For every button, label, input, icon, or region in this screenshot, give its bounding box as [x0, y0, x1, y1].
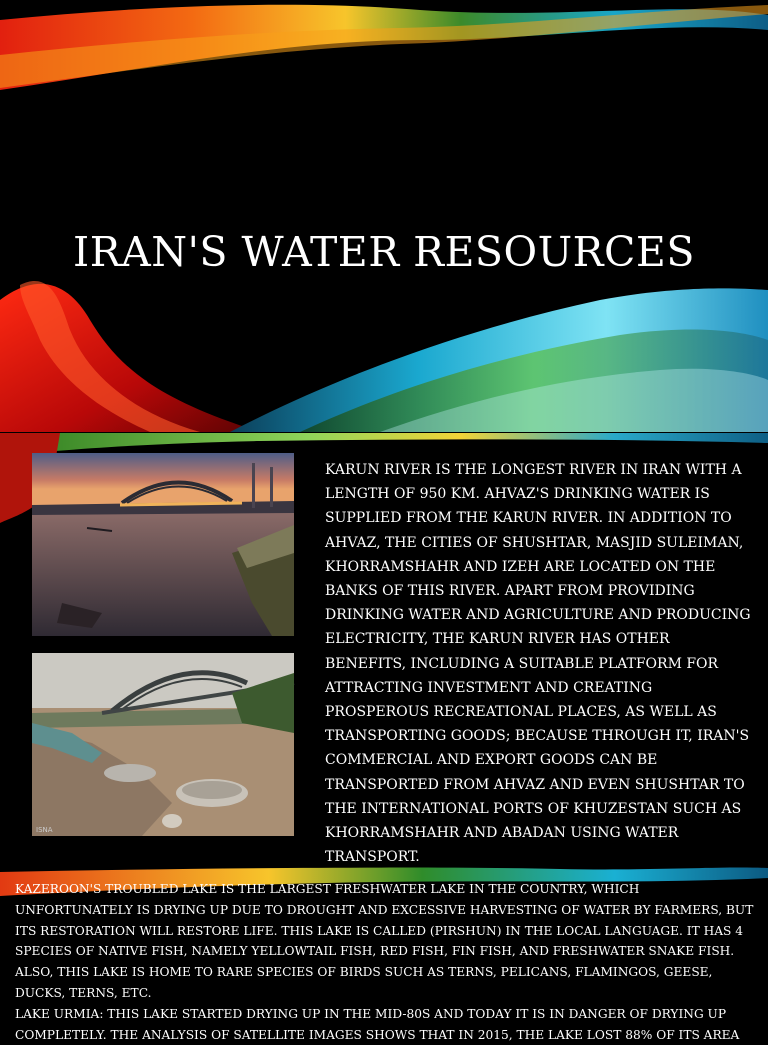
dry-riverbed-photo	[32, 653, 294, 836]
karun-river-slide	[0, 433, 768, 865]
urmia-paragraph: LAKE URMIA: THIS LAKE STARTED DRYING UP IN THE MID-80S AND TODAY IT IS IN DANGER OF DRYING UP COMPLETELY. THE ANALYSIS OF SATELLITE IMAGES SHOWS THAT IN 2015, THE LAKE LOST 88% OF ITS AREA	[15, 1006, 740, 1042]
slide-title: IRAN'S WATER RESOURCES	[73, 228, 695, 276]
lakes-slide	[0, 866, 768, 1042]
karun-description: KARUN RIVER IS THE LONGEST RIVER IN IRAN WITH A LENGTH OF 950 KM. AHVAZ'S DRINKING WATER IS SUPPLIED FROM THE KARUN RIVER. IN ADDITION TO AHVAZ, THE CITIES OF SHUSHTAR, MASJID SULEIMAN, KHORRAMSHAHR AND IZEH ARE LOCATED ON THE BANKS OF THIS RIVER. APART FROM PROVIDING DRINKING WATER AND AGRICULTURE AND PRODUCING ELECTRICITY, THE KARUN RIVER HAS OTHER BENEFITS, INCLUDING A SUITABLE PLATFORM FOR ATTRACTING INVESTMENT AND CREATING PROSPEROUS RECREATIONAL PLACES, AS WELL AS TRANSPORTING GOODS; BECAUSE THROUGH IT, IRAN'S COMMERCIAL AND EXPORT GOODS CAN BE TRANSPORTED FROM AHVAZ AND EVEN SHUSHTAR TO THE INTERNATIONAL PORTS OF KHUZESTAN SUCH AS KHORRAMSHAHR AND ABADAN USING WATER TRANSPORT.	[325, 462, 751, 866]
bridge-sunset-photo	[32, 453, 294, 636]
title-slide	[0, 0, 768, 432]
lakes-text	[15, 879, 760, 1045]
photo-credit: ISNA	[36, 826, 53, 834]
kazeroon-paragraph: KAZEROON'S TROUBLED LAKE IS THE LARGEST FRESHWATER LAKE IN THE COUNTRY, WHICH UNFORTUNATELY IS DRYING UP DUE TO DROUGHT AND EXCESSIVE HARVESTING OF WATER BY FARMERS, BUT ITS RESTORATION WILL RESTORE LIFE. THIS LAKE IS CALLED (PIRSHUN) IN THE LOCAL LANGUAGE. IT HAS 4 SPECIES OF NATIVE FISH, NAMELY YELLOWTAIL FISH, RED FISH, FIN FISH, AND FRESHWATER SNAKE FISH. ALSO, THIS LAKE IS HOME TO RARE SPECIES OF BIRDS SUCH AS TERNS, PELICANS, FLAMINGOS, GEESE, DUCKS, TERNS, ETC.	[15, 882, 754, 1000]
ribbon-decoration	[0, 0, 768, 432]
